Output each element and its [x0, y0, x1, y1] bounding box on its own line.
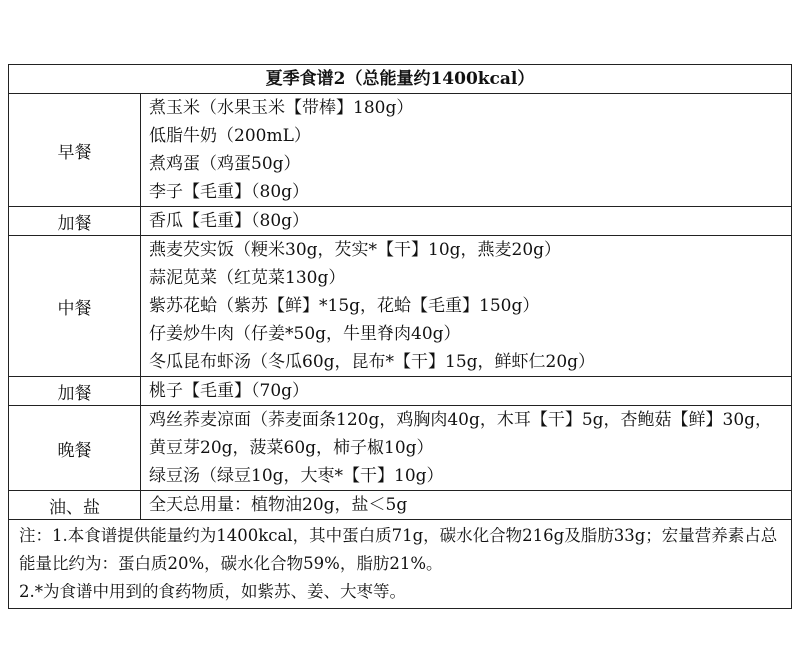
meal-name: 晚餐 [9, 406, 141, 491]
food-item: 香瓜【毛重】（80g） [149, 211, 310, 231]
meal-name: 中餐 [9, 236, 141, 377]
food-item: 李子【毛重】（80g） [149, 182, 310, 202]
oil-salt-row [9, 491, 792, 520]
meal-name: 加餐 [9, 377, 141, 406]
meal-items [141, 207, 792, 236]
meal-items [141, 406, 792, 491]
meal-row-dinner [9, 406, 792, 491]
food-item: 冬瓜昆布虾汤（冬瓜60g，昆布*【干】15g，鲜虾仁20g） [149, 352, 596, 372]
food-item: 煮鸡蛋（鸡蛋50g） [149, 154, 301, 174]
meal-row-snack-2 [9, 377, 792, 406]
note-line: 注：1.本食谱提供能量约为1400kcal，其中蛋白质71g，碳水化合物216g及脂肪33g；宏量营养素占总能量比约为：蛋白质20%，碳水化合物59%，脂肪21%。 [19, 526, 778, 573]
notes-row [9, 520, 792, 609]
food-item: 蒜泥苋菜（红苋菜130g） [149, 268, 346, 288]
food-item: 桃子【毛重】（70g） [149, 381, 310, 401]
food-item: 紫苏花蛤（紫苏【鲜】*15g，花蛤【毛重】150g） [149, 296, 540, 316]
food-item: 仔姜炒牛肉（仔姜*50g，牛里脊肉40g） [149, 324, 461, 344]
meal-name: 加餐 [9, 207, 141, 236]
table-title: 夏季食谱2（总能量约1400kcal） [9, 65, 792, 94]
notes [9, 520, 792, 609]
food-item: 低脂牛奶（200mL） [149, 126, 311, 146]
food-item: 绿豆汤（绿豆10g，大枣*【干】10g） [149, 466, 444, 486]
meal-items [141, 377, 792, 406]
oil-salt-label: 油、盐 [9, 491, 141, 520]
food-item: 燕麦芡实饭（粳米30g，芡实*【干】10g，燕麦20g） [149, 240, 562, 260]
meal-row-snack-1 [9, 207, 792, 236]
oil-salt-text: 全天总用量：植物油20g，盐＜5g [149, 495, 408, 515]
recipe-table [8, 64, 792, 609]
meal-row-breakfast [9, 94, 792, 207]
food-item: 鸡丝荞麦凉面（荞麦面条120g，鸡胸肉40g，木耳【干】5g，杏鲍菇【鲜】30g，黄豆芽20g，菠菜60g，柿子椒10g） [149, 410, 773, 458]
title-row [9, 65, 792, 94]
note-line: 2.*为食谱中用到的食药物质，如紫苏、姜、大枣等。 [19, 582, 406, 601]
meal-items [141, 236, 792, 377]
meal-row-lunch [9, 236, 792, 377]
meal-name: 早餐 [9, 94, 141, 207]
meal-items [141, 94, 792, 207]
oil-salt-value [141, 491, 792, 520]
food-item: 煮玉米（水果玉米【带棒】180g） [149, 98, 414, 118]
